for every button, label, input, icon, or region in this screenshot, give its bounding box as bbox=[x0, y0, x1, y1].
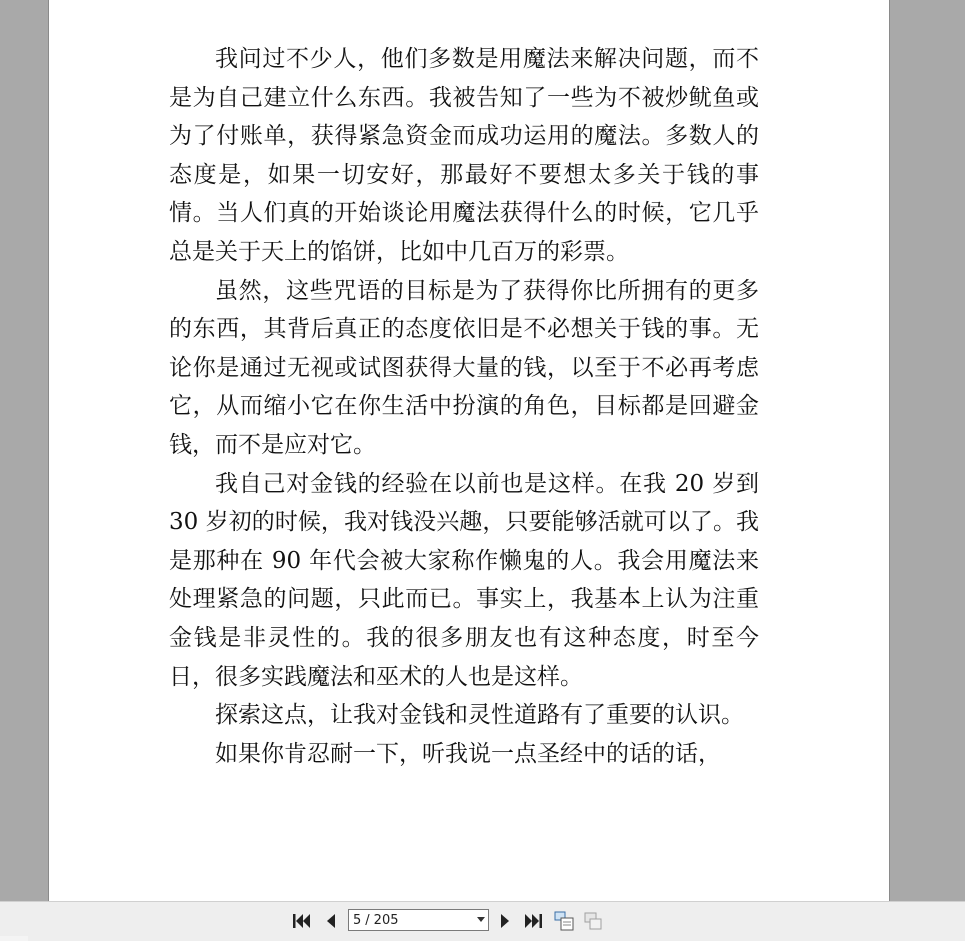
navigation-toolbar bbox=[0, 901, 965, 941]
page-text bbox=[169, 40, 759, 773]
next-page-button[interactable] bbox=[494, 910, 516, 932]
previous-page-button[interactable] bbox=[320, 910, 342, 932]
paragraph-2: 虽然，这些咒语的目标是为了获得你比所拥有的更多的东西，其背后真正的态度依旧是不必想关于钱的事。无论你是通过无视或试图获得大量的钱，以至于不必再考虑它，从而缩小它在你生活中扮演的角色，目标都是回避金钱，而不是应对它。 bbox=[169, 277, 759, 458]
page-separator: / bbox=[365, 912, 370, 928]
paragraph-4: 探索这点，让我对金钱和灵性道路有了重要的认识。 bbox=[215, 702, 744, 729]
continuous-view-button[interactable] bbox=[582, 910, 604, 932]
last-page-icon bbox=[523, 912, 543, 930]
first-page-icon bbox=[292, 912, 312, 930]
first-page-button[interactable] bbox=[291, 910, 313, 932]
paragraph-3: 我自己对金钱的经验在以前也是这样。在我 20 岁到 30 岁初的时候，我对钱没兴趣，只要能够活就可以了。我是那种在 90 年代会被大家称作懒鬼的人。我会用魔法来处理紧急的问题，只此而已。事实上，我基本上认为注重金钱是非灵性的。我的很多朋友也有这种态度，时至今日，很多实践魔法和巫术的人也是这样。 bbox=[169, 470, 759, 690]
fit-page-button[interactable] bbox=[553, 910, 575, 932]
continuous-view-icon bbox=[582, 910, 604, 932]
last-page-button[interactable] bbox=[522, 910, 544, 932]
total-pages-number: 205 bbox=[373, 912, 399, 928]
sidebar-tab[interactable] bbox=[0, 936, 28, 941]
paragraph-5: 如果你肯忍耐一下，听我说一点圣经中的话的话， bbox=[215, 740, 721, 767]
current-page-number: 5 bbox=[353, 912, 362, 928]
chevron-down-icon[interactable] bbox=[477, 917, 485, 922]
previous-page-icon bbox=[324, 912, 338, 930]
paragraph-1: 我问过不少人，他们多数是用魔法来解决问题，而不是为自己建立什么东西。我被告知了一些为不被炒鱿鱼或为了付账单，获得紧急资金而成功运用的魔法。多数人的态度是，如果一切安好，那最好不要想太多关于钱的事情。当人们真的开始谈论用魔法获得什么的时候，它几乎总是关于天上的馅饼，比如中几百万的彩票。 bbox=[169, 46, 759, 265]
next-page-icon bbox=[498, 912, 512, 930]
document-page bbox=[48, 0, 890, 941]
fit-page-icon bbox=[553, 910, 575, 932]
page-number-field[interactable] bbox=[348, 909, 489, 931]
